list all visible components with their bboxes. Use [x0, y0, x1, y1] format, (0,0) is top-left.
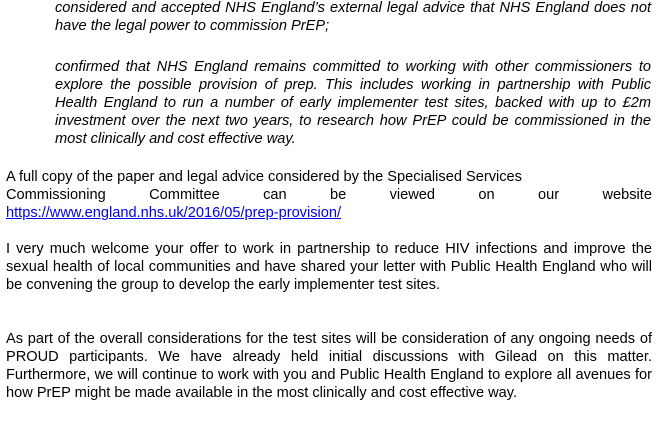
word: our	[538, 187, 560, 203]
word: viewed	[389, 187, 436, 203]
word: can	[263, 187, 287, 203]
paragraph-full-copy-text: A full copy of the paper and legal advice considered by the Specialised Services	[6, 169, 522, 185]
paragraph-considerations: As part of the overall considerations for the test sites will be consideration of any ongoing needs of PROUD participants. We have already held initial discussions with Gilead on this matter. Furthermore, we will continue to work with you and Public Health England to explore all avenues for how PrEP might be made available in the most clinically and cost effective way.	[6, 331, 652, 401]
paragraph-partnership: I very much welcome your offer to work in partnership to reduce HIV infections and improve the sexual health of local communities and have shared your letter with Public Health England who will be convening the group to develop the early implementer test sites.	[6, 241, 652, 293]
word: on	[478, 187, 495, 203]
word: Commissioning	[6, 187, 106, 203]
paragraph-full-copy	[6, 168, 652, 222]
paragraph-full-copy-line-2	[6, 186, 652, 204]
bullet-commitment: confirmed that NHS England remains committed to working with other commissioners to explore the possible provision of prep. This includes working in partnership with Public Health England to run a number of early implementer test sites, backed with up to £2m investment over the next two years, to research how PrEP could be commissioned in the most clinically and cost effective way.	[55, 59, 651, 147]
paragraph-full-copy-line-3	[6, 204, 652, 222]
word: Committee	[149, 187, 220, 203]
word: be	[329, 187, 347, 203]
prep-provision-link[interactable]: https://www.england.nhs.uk/2016/05/prep-provision/	[6, 205, 342, 221]
word: website	[602, 187, 652, 203]
paragraph-full-copy-line-1	[6, 168, 652, 186]
bullet-legal-advice: considered and accepted NHS England’s external legal advice that NHS England does not have the legal power to commission PrEP;	[55, 0, 651, 34]
